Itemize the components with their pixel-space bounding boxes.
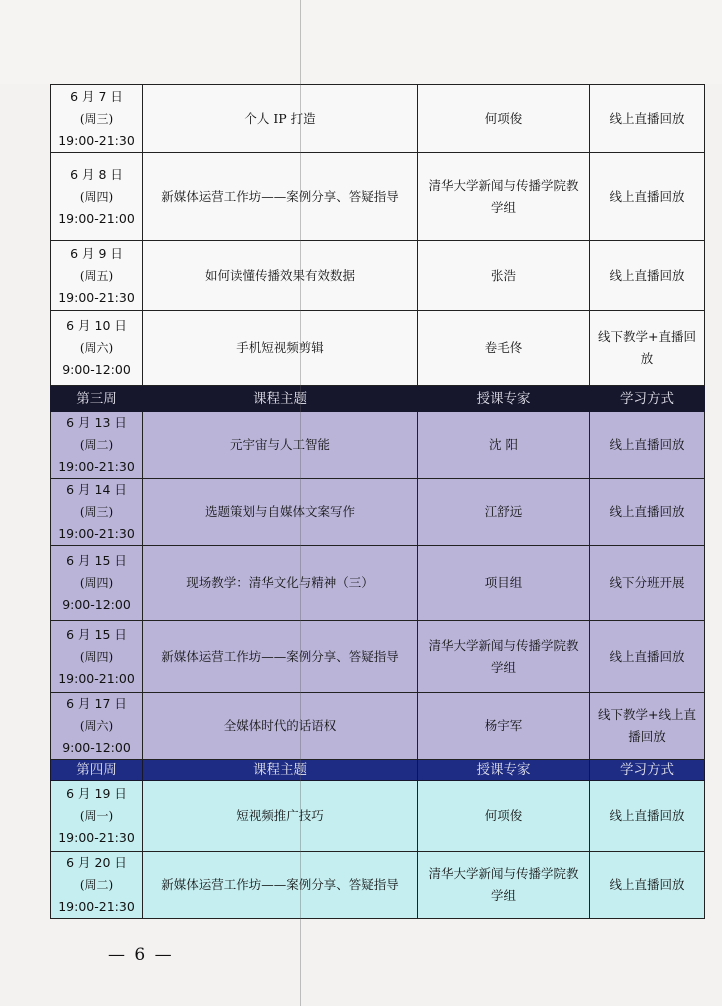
mode-cell: 线上直播回放 [590, 479, 705, 546]
page-top-margin [0, 0, 722, 84]
weekday-text: (周四) [79, 649, 114, 664]
expert-cell: 何项俊 [418, 85, 590, 153]
date-cell [51, 153, 143, 241]
table-row [51, 621, 705, 693]
table-row [51, 479, 705, 546]
date-cell [51, 852, 143, 919]
date-cell [51, 479, 143, 546]
mode-cell: 线下教学+直播回放 [590, 311, 705, 386]
expert-cell: 张浩 [418, 241, 590, 311]
week-label: 第四周 [51, 760, 143, 781]
time-text: 19:00-21:00 [58, 670, 135, 686]
table-row [51, 241, 705, 311]
date-cell [51, 621, 143, 693]
date-text: 6 月 7 日 [70, 88, 123, 104]
date-text: 6 月 14 日 [66, 482, 127, 497]
date-text: 6 月 8 日 [70, 166, 123, 182]
table-row [51, 693, 705, 760]
topic-cell: 新媒体运营工作坊——案例分享、答疑指导 [143, 621, 418, 693]
date-text: 6 月 10 日 [66, 318, 127, 333]
weekday-text: (周二) [79, 878, 114, 892]
date-cell [51, 781, 143, 852]
weekday-text: (周六) [79, 341, 114, 355]
weekday-text: (周三) [79, 505, 114, 519]
expert-cell: 清华大学新闻与传播学院教学组 [418, 621, 590, 693]
date-cell [51, 311, 143, 386]
date-cell [51, 546, 143, 621]
time-text: 19:00-21:30 [58, 526, 135, 541]
topic-cell: 如何读懂传播效果有效数据 [143, 241, 418, 311]
weekday-text: (周六) [79, 719, 114, 733]
mode-cell: 线上直播回放 [590, 85, 705, 153]
weekday-text: (周一) [79, 809, 114, 823]
weekday-text: (周二) [79, 438, 114, 452]
mode-cell: 线上直播回放 [590, 241, 705, 311]
table-row [51, 781, 705, 852]
expert-header: 授课专家 [418, 760, 590, 781]
mode-cell: 线上直播回放 [590, 781, 705, 852]
topic-cell: 新媒体运营工作坊——案例分享、答疑指导 [143, 153, 418, 241]
week-header-row [51, 760, 705, 781]
topic-cell: 元宇宙与人工智能 [143, 412, 418, 479]
date-text: 6 月 13 日 [66, 415, 127, 430]
mode-cell: 线下教学+线上直播回放 [590, 693, 705, 760]
table-row [51, 546, 705, 621]
topic-cell: 短视频推广技巧 [143, 781, 418, 852]
time-text: 19:00-21:00 [58, 210, 135, 226]
expert-cell: 何项俊 [418, 781, 590, 852]
weekday-text: (周四) [79, 189, 114, 204]
table-row [51, 153, 705, 241]
expert-cell: 项目组 [418, 546, 590, 621]
page-fold-line [300, 0, 301, 1006]
expert-cell: 清华大学新闻与传播学院教学组 [418, 852, 590, 919]
date-text: 6 月 20 日 [66, 855, 127, 870]
topic-cell: 个人 IP 打造 [143, 85, 418, 153]
topic-header: 课程主题 [143, 386, 418, 412]
weekday-text: (周三) [79, 111, 114, 126]
expert-cell: 清华大学新闻与传播学院教学组 [418, 153, 590, 241]
date-cell [51, 85, 143, 153]
mode-cell: 线上直播回放 [590, 412, 705, 479]
topic-header: 课程主题 [143, 760, 418, 781]
topic-cell: 选题策划与自媒体文案写作 [143, 479, 418, 546]
time-text: 19:00-21:30 [58, 830, 135, 845]
weekday-text: (周四) [79, 576, 114, 590]
topic-cell: 手机短视频剪辑 [143, 311, 418, 386]
time-text: 9:00-12:00 [62, 740, 131, 755]
expert-cell: 江舒远 [418, 479, 590, 546]
mode-cell: 线上直播回放 [590, 153, 705, 241]
time-text: 19:00-21:30 [58, 289, 135, 305]
date-text: 6 月 17 日 [66, 696, 127, 711]
expert-cell: 沈 阳 [418, 412, 590, 479]
topic-cell: 全媒体时代的话语权 [143, 693, 418, 760]
date-cell [51, 693, 143, 760]
date-text: 6 月 9 日 [70, 245, 123, 261]
table-row [51, 85, 705, 153]
date-text: 6 月 15 日 [66, 553, 127, 568]
weekday-text: (周五) [79, 268, 114, 283]
time-text: 19:00-21:30 [58, 132, 135, 148]
time-text: 19:00-21:30 [58, 459, 135, 474]
mode-cell: 线下分班开展 [590, 546, 705, 621]
date-text: 6 月 19 日 [66, 786, 127, 801]
week-label: 第三周 [51, 386, 143, 412]
mode-header: 学习方式 [590, 386, 705, 412]
table-row [51, 311, 705, 386]
mode-cell: 线上直播回放 [590, 621, 705, 693]
topic-cell: 新媒体运营工作坊——案例分享、答疑指导 [143, 852, 418, 919]
expert-cell: 杨宇军 [418, 693, 590, 760]
date-cell [51, 241, 143, 311]
date-text: 6 月 15 日 [66, 626, 127, 642]
week-header-row [51, 386, 705, 412]
time-text: 9:00-12:00 [62, 362, 131, 377]
table-row [51, 412, 705, 479]
date-cell [51, 412, 143, 479]
mode-cell: 线上直播回放 [590, 852, 705, 919]
time-text: 9:00-12:00 [62, 597, 131, 612]
table-row [51, 852, 705, 919]
expert-header: 授课专家 [418, 386, 590, 412]
time-text: 19:00-21:30 [58, 899, 135, 914]
mode-header: 学习方式 [590, 760, 705, 781]
expert-cell: 卷毛佟 [418, 311, 590, 386]
page-number: — 6 — [108, 945, 174, 965]
topic-cell: 现场教学：清华文化与精神（三） [143, 546, 418, 621]
schedule-table [50, 84, 705, 919]
